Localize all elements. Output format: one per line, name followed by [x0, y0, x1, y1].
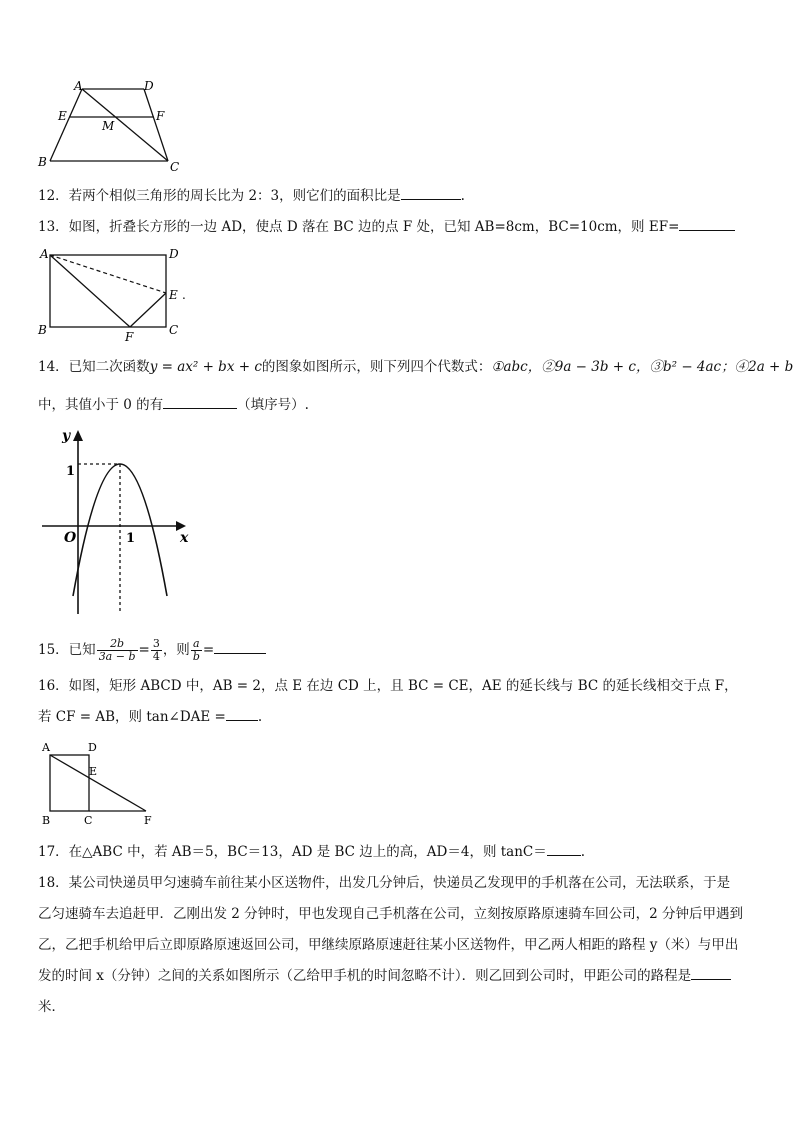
- q15-lead: 15．已知: [38, 642, 96, 658]
- q16-answer-blank[interactable]: [226, 708, 258, 721]
- q18-answer-blank[interactable]: [691, 967, 731, 980]
- q12-text: 12．若两个相似三角形的周长比为 2：3，则它们的面积比是: [38, 188, 401, 204]
- q14-lead: 14．已知二次函数: [38, 359, 150, 375]
- label-y-one: 1: [66, 464, 76, 479]
- q14-answer-blank[interactable]: [163, 396, 237, 409]
- q15-den3: b: [192, 650, 200, 663]
- q14-expr-3: ，③b² − 4ac: [635, 359, 722, 375]
- q15-den1: 3a − b: [98, 650, 136, 663]
- q12-tail: .: [460, 188, 465, 204]
- question-16-line-2: [38, 708, 262, 726]
- q18-line1: 18．某公司快递员甲匀速骑车前往某小区送物件，出发几分钟后，快递员乙发现甲的手机落在公司，无法联系，于是: [38, 875, 731, 891]
- question-18-line-2: [38, 905, 743, 923]
- q14-expr-1: ①abc: [491, 359, 528, 375]
- label-C: C: [169, 323, 179, 337]
- question-14: [38, 358, 793, 376]
- q13-text: 13．如图，折叠长方形的一边 AD，使点 D 落在 BC 边的点 F 处，已知 AB=8cm，BC=10cm，则 EF=: [38, 219, 680, 235]
- label-A: A: [40, 247, 49, 261]
- q14-expr-2: ，②9a − 3b + c: [527, 359, 636, 375]
- question-14-line-2: [38, 396, 309, 414]
- label-dot: .: [182, 288, 186, 302]
- q16-line1: 16．如图，矩形 ABCD 中，AB = 2，点 E 在边 CD 上，且 BC = CE，AE 的延长线与 BC 的延长线相交于点 F，: [38, 678, 738, 694]
- q16-line2-b: .: [257, 709, 263, 725]
- q14-function: y = ax² + bx + c: [149, 359, 262, 375]
- q14-line2-a: 中，其值小于 0 的有: [38, 397, 164, 413]
- label-M: M: [102, 119, 115, 133]
- q18-line5: 米．: [38, 999, 65, 1015]
- label-E: E: [89, 765, 98, 778]
- question-18-line-4: [38, 967, 731, 985]
- q15-tail: =: [202, 642, 215, 658]
- label-E: E: [58, 109, 67, 123]
- label-A: A: [42, 741, 50, 754]
- q16-line2-a: 若 CF = AB，则 tan∠DAE =: [38, 709, 226, 725]
- label-F: F: [125, 330, 134, 344]
- q17-tail: .: [580, 844, 586, 860]
- label-F: F: [144, 814, 152, 827]
- question-17: [38, 843, 585, 861]
- question-12: [38, 187, 465, 205]
- label-E: E: [169, 288, 178, 302]
- question-18-line-3: [38, 936, 738, 954]
- q12-answer-blank[interactable]: [401, 187, 461, 200]
- rectangle-fold-figure: [36, 244, 196, 344]
- trapezoid-figure: [36, 78, 186, 178]
- label-F: F: [156, 109, 165, 123]
- q15-num2: 3: [152, 637, 160, 650]
- label-D: D: [144, 79, 154, 93]
- label-B: B: [42, 814, 51, 827]
- label-B: B: [38, 155, 47, 169]
- q15-eq: =: [138, 642, 150, 658]
- label-C: C: [170, 160, 180, 174]
- q15-answer-blank[interactable]: [214, 641, 266, 654]
- label-x-one: 1: [126, 531, 136, 546]
- q18-line3: 乙，乙把手机给甲后立即原路原速返回公司，甲继续原路原速赶往某小区送物件，甲乙两人相距的路程 y（米）与甲出: [38, 937, 739, 953]
- q13-answer-blank[interactable]: [679, 218, 735, 231]
- label-y: y: [62, 428, 71, 444]
- q18-line4: 发的时间 x（分钟）之间的关系如图所示（乙给甲手机的时间忽略不计）．则乙回到公司时，甲距公司的路程是: [38, 968, 692, 984]
- question-15: [38, 636, 266, 664]
- q14-line2-b: （填序号）.: [237, 397, 309, 413]
- square-triangle-figure: [36, 738, 166, 830]
- q15-fraction-3: [191, 638, 202, 663]
- q15-mid: ，则: [162, 642, 190, 658]
- question-18-line-5: [38, 998, 65, 1016]
- label-A: A: [74, 79, 83, 93]
- q15-num1: 2b: [97, 638, 138, 651]
- q15-num3: a: [191, 638, 202, 651]
- label-x: x: [180, 530, 189, 546]
- q17-text: 17．在△ABC 中，若 AB＝5，BC＝13，AD 是 BC 边上的高，AD＝4，则 tanC＝: [38, 844, 547, 860]
- q17-answer-blank[interactable]: [547, 843, 581, 856]
- label-origin: O: [64, 530, 77, 546]
- label-C: C: [84, 814, 93, 827]
- question-13: [38, 218, 735, 236]
- q15-den2: 4: [152, 650, 160, 663]
- q18-line2: 乙匀速骑车去追赶甲．乙刚出发 2 分钟时，甲也发现自己手机落在公司，立刻按原路原速骑车回公司，2 分钟后甲遇到: [38, 906, 744, 922]
- question-18: [38, 874, 730, 892]
- question-16: [38, 677, 738, 695]
- label-D: D: [169, 247, 179, 261]
- label-B: B: [38, 323, 47, 337]
- q15-fraction-2: [151, 638, 162, 663]
- q14-mid: 的图象如图所示，则下列四个代数式：: [261, 359, 492, 375]
- q14-expr-4: ；④2a + b: [721, 359, 794, 375]
- label-D: D: [88, 741, 97, 754]
- q15-fraction-1: [97, 638, 138, 663]
- parabola-figure: [36, 424, 196, 620]
